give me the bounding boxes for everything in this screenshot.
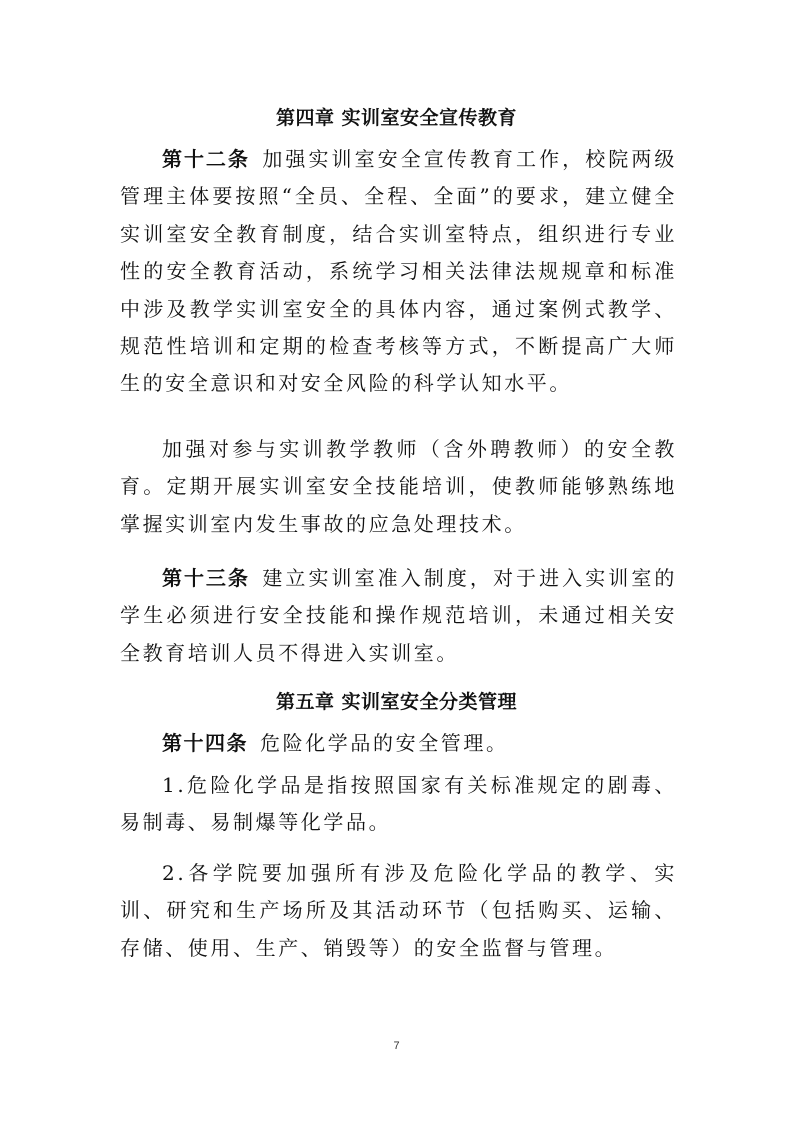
chapter-4-title: 第四章 实训室安全宣传教育 xyxy=(275,107,518,129)
article-12-label: 第十二条 xyxy=(162,147,250,171)
article-14-paragraph xyxy=(120,725,677,762)
article-13-text: 建立实训室准入制度，对于进入实训室的学生必须进行安全技能和操作规范培训，未通过相关安全教育培训人员不得进入实训室。 xyxy=(120,566,677,665)
article-14-text: 危险化学品的安全管理。 xyxy=(260,731,509,755)
article-12-paragraph xyxy=(120,141,677,403)
chapter-5-title: 第五章 实训室安全分类管理 xyxy=(275,691,518,713)
article-13-paragraph xyxy=(120,560,677,672)
article-14-label: 第十四条 xyxy=(162,731,248,755)
article-12-paragraph-2: 加强对参与实训教学教师（含外聘教师）的安全教育。定期开展实训室安全技能培训，使教师能够熟练地掌握实训室内发生事故的应急处理技术。 xyxy=(120,437,677,536)
article-13-label: 第十三条 xyxy=(162,566,250,590)
article-12-text: 加强实训室安全宣传教育工作，校院两级管理主体要按照“全员、全程、全面”的要求，建立健全实训室安全教育制度，结合实训室特点，组织进行专业性的安全教育活动，系统学习相关法律法规规章和标准中涉及教学实训室安全的具体内容，通过案例式教学、规范性培训和定期的检查考核等方式，不断提高广大师生的安全意识和对安全风险的科学认知水平。 xyxy=(120,147,677,396)
list-item-1: 1.危险化学品是指按照国家有关标准规定的剧毒、易制毒、易制爆等化学品。 xyxy=(120,773,677,835)
list-item-2: 2.各学院要加强所有涉及危险化学品的教学、实训、研究和生产场所及其活动环节（包括购买、运输、存储、使用、生产、销毁等）的安全监督与管理。 xyxy=(120,861,677,960)
page-number: 7 xyxy=(393,1040,400,1052)
